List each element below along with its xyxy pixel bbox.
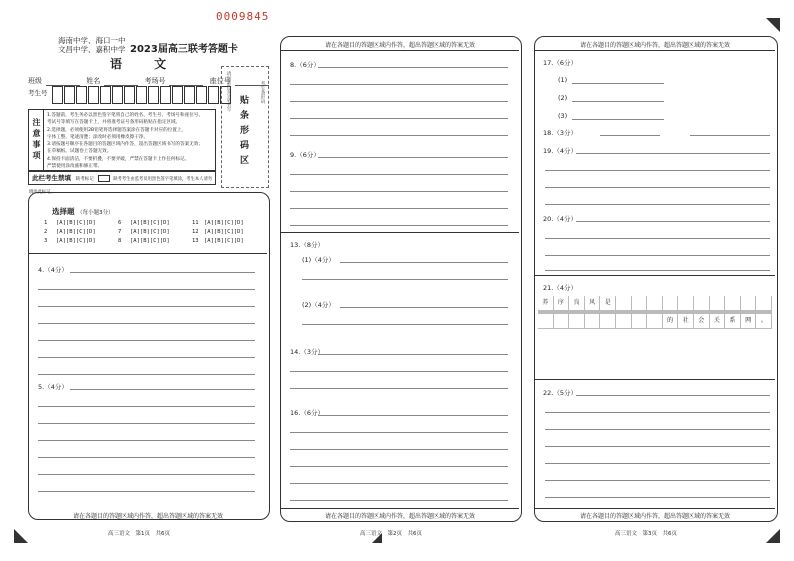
question-20-label: 20.（4分） — [543, 215, 577, 223]
answer-line[interactable] — [576, 221, 770, 222]
grid-cell[interactable]: 。 — [756, 314, 772, 329]
grid-cell[interactable] — [538, 314, 554, 329]
divider — [535, 50, 775, 51]
answer-line[interactable] — [290, 432, 508, 433]
answer-line[interactable] — [290, 371, 508, 372]
question-22-label: 22.（5分） — [543, 389, 577, 397]
answer-line[interactable] — [545, 446, 770, 447]
page2-footer: 高三语文 第2页 共6页 — [360, 531, 422, 537]
answer-line[interactable] — [70, 272, 255, 273]
answer-line[interactable] — [545, 497, 770, 498]
corner-mark-bottom-right — [766, 529, 780, 543]
page3-top-banner: 请在各题目的答题区域内作答，超出答题区域的答案无效 — [579, 42, 730, 49]
grid-cell[interactable] — [678, 296, 694, 311]
exam-number-digit-box[interactable] — [148, 86, 159, 104]
question-17-label: 17.（6分） — [543, 59, 577, 67]
grid-cell[interactable] — [710, 296, 726, 311]
answer-line[interactable] — [38, 440, 255, 441]
choice-options[interactable]: [A][B][C][D] — [130, 229, 170, 235]
name-field[interactable] — [104, 78, 138, 86]
answer-line[interactable] — [38, 306, 255, 307]
choice-options[interactable]: [A][B][C][D] — [204, 238, 244, 244]
answer-line[interactable] — [290, 208, 508, 209]
answer-line[interactable] — [290, 174, 508, 175]
notice-item: 严禁使用涂改液和修正带。 — [47, 164, 103, 170]
grid-cell[interactable] — [554, 314, 570, 329]
grid-cell[interactable]: 的 — [663, 314, 679, 329]
choice-number: 1 — [44, 220, 48, 226]
grid-cell[interactable] — [632, 314, 648, 329]
class-field[interactable] — [46, 78, 80, 86]
question-19-label: 19.（4分） — [543, 147, 577, 155]
page3-footer: 高三语文 第3页 共6页 — [615, 531, 677, 537]
notice-item: 2.选择题，必须使用2B铅笔将选择题答案涂在答题卡对应的位置上， — [47, 127, 187, 133]
divider — [281, 232, 519, 233]
answer-line[interactable] — [545, 170, 770, 171]
barcode-side-left: 请以黑色签字笔书写 — [226, 71, 231, 112]
serial-number: 0009845 — [216, 10, 270, 23]
divider — [281, 508, 519, 509]
answer-line[interactable] — [302, 324, 508, 325]
choice-number: 13 — [192, 238, 199, 244]
page3-answer-panel — [534, 36, 778, 522]
divider — [29, 253, 267, 254]
question-13-1-label: (1)（4分） — [302, 256, 335, 264]
grid-cell[interactable]: 关 — [710, 314, 726, 329]
answer-line[interactable] — [576, 153, 770, 154]
exam-number-digit-box[interactable] — [136, 86, 147, 104]
grid-cell[interactable] — [663, 296, 679, 311]
grid-cell[interactable]: 良 — [569, 296, 585, 311]
exam-number-label: 考生号 — [28, 89, 48, 97]
answer-line[interactable] — [545, 238, 770, 239]
school-line-2: 文昌中学、嘉积中学 — [58, 45, 126, 54]
answer-line[interactable] — [545, 187, 770, 188]
sheet-title: 2023届高三联考答题卡 — [130, 44, 238, 55]
choice-number: 8 — [118, 238, 122, 244]
answer-line[interactable] — [38, 374, 255, 375]
grid-cell[interactable] — [741, 296, 757, 311]
exam-number-digit-box[interactable] — [208, 86, 219, 104]
answer-line[interactable] — [302, 279, 508, 280]
grid-cell[interactable]: 风 — [585, 296, 601, 311]
grid-cell[interactable]: 社 — [678, 314, 694, 329]
question-5-label: 5.（4分） — [38, 383, 68, 391]
choice-number: 3 — [44, 238, 48, 244]
answer-line[interactable] — [290, 191, 508, 192]
exam-number-digit-box[interactable] — [112, 86, 123, 104]
question-9-label: 9.（6分） — [290, 151, 320, 159]
corner-mark-top-right — [766, 18, 780, 32]
choice-options[interactable]: [A][B][C][D] — [130, 238, 170, 244]
divider — [535, 275, 775, 276]
stamp-row — [28, 171, 216, 195]
answer-line[interactable] — [545, 204, 770, 205]
answer-line[interactable] — [318, 354, 508, 355]
question-21-label: 21.（4分） — [543, 284, 577, 292]
barcode-side-right: 考生条形码 — [260, 81, 265, 104]
grid-cell[interactable] — [694, 296, 710, 311]
page1-footer: 高三语文 第1页 共6页 — [108, 531, 170, 537]
absent-mark-box[interactable] — [98, 175, 110, 182]
question-17-part-3: (3) — [558, 112, 568, 120]
grid-cell[interactable] — [585, 314, 601, 329]
divider — [281, 50, 519, 51]
grid-cell[interactable] — [600, 314, 616, 329]
notice-text — [47, 112, 212, 170]
answer-line[interactable] — [318, 157, 508, 158]
stamp-row-label: 此栏考生禁填 — [32, 174, 71, 182]
question-18-label: 18.（3分） — [543, 129, 577, 137]
choice-options[interactable]: [A][B][C][D] — [56, 220, 96, 226]
choice-options[interactable]: [A][B][C][D] — [204, 229, 244, 235]
answer-line[interactable] — [290, 388, 508, 389]
page2-bottom-banner: 请在各题目的答题区域内作答，超出答题区域的答案无效 — [324, 513, 475, 520]
choice-number: 7 — [118, 229, 122, 235]
notice-item: 4.保持卡面清洁，不要折叠，不要弄破，严禁在答题卡上作任何标记。 — [47, 156, 190, 162]
grid-cell[interactable]: 会 — [694, 314, 710, 329]
answer-line[interactable] — [545, 412, 770, 413]
choice-options[interactable]: [A][B][C][D] — [56, 229, 96, 235]
answer-line[interactable] — [545, 429, 770, 430]
exam-number-digit-box[interactable] — [124, 86, 135, 104]
seat-label: 座位号 — [209, 77, 231, 85]
question-17-part-1: (1) — [558, 76, 568, 84]
exam-number-digit-box[interactable] — [88, 86, 99, 104]
question-16-label: 16.（6分） — [290, 409, 324, 417]
answer-line[interactable] — [572, 101, 664, 102]
grid-cell[interactable] — [647, 314, 663, 329]
answer-line[interactable] — [38, 357, 255, 358]
choice-number: 2 — [44, 229, 48, 235]
divider — [535, 379, 775, 380]
answer-line[interactable] — [290, 466, 508, 467]
answer-line[interactable] — [290, 84, 508, 85]
question-14-label: 14.（3分） — [290, 348, 324, 356]
grid-cell[interactable] — [569, 314, 585, 329]
exam-number-digit-box[interactable] — [76, 86, 87, 104]
barcode-area — [221, 66, 269, 188]
exam-number-digit-box[interactable] — [52, 86, 63, 104]
choice-section-title — [52, 206, 114, 217]
exam-number-digit-box[interactable] — [64, 86, 75, 104]
barcode-main-label: 贴条形码区 — [238, 95, 248, 170]
answer-line[interactable] — [545, 463, 770, 464]
grid-cell[interactable]: 系 — [725, 314, 741, 329]
answer-line[interactable] — [38, 340, 255, 341]
notice-item: 考试号等填写在答题卡上，并将准考证号条形码粘贴在指定区域。 — [47, 120, 181, 126]
grid-cell[interactable] — [647, 296, 663, 311]
answer-line[interactable] — [290, 483, 508, 484]
answer-line[interactable] — [545, 480, 770, 481]
grid-cell[interactable] — [725, 296, 741, 311]
exam-number-digit-box[interactable] — [196, 86, 207, 104]
choice-options[interactable]: [A][B][C][D] — [204, 220, 244, 226]
school-line-1: 海南中学、海口一中 — [58, 36, 126, 45]
stamp-row-text: 缺考考生由监考员用黑色签字笔填涂，考生本人请勿填涂此标记。 — [29, 177, 213, 195]
answer-line[interactable] — [290, 449, 508, 450]
absent-mark-label: 缺考标记 — [75, 177, 94, 182]
name-label: 姓名 — [86, 77, 101, 85]
notice-item: 在草稿纸、试题卷上答题无效。 — [47, 149, 112, 155]
answer-line[interactable] — [576, 395, 770, 396]
question-8-label: 8.（6分） — [290, 61, 320, 69]
exam-number-digit-box[interactable] — [100, 86, 111, 104]
grid-cell[interactable]: 是 — [600, 296, 616, 311]
question-13-2-label: (2)（4分） — [302, 301, 335, 309]
answer-line[interactable] — [318, 415, 508, 416]
answer-line[interactable] — [38, 457, 255, 458]
answer-line[interactable] — [600, 135, 660, 136]
grid-cell[interactable]: 网 — [741, 314, 757, 329]
question-4-label: 4.（4分） — [38, 266, 68, 274]
answer-line[interactable] — [38, 423, 255, 424]
choice-number: 11 — [192, 220, 199, 226]
grid-cell[interactable] — [632, 296, 648, 311]
choice-title: 选择题 — [52, 207, 75, 216]
answer-line[interactable] — [38, 474, 255, 475]
choice-options[interactable]: [A][B][C][D] — [56, 238, 96, 244]
answer-line[interactable] — [545, 255, 770, 256]
page2-top-banner: 请在各题目的答题区域内作答，超出答题区域的答案无效 — [324, 42, 475, 49]
exam-number-digit-box[interactable] — [160, 86, 171, 104]
divider — [535, 508, 775, 509]
answer-line[interactable] — [572, 119, 664, 120]
notice-item: 3.请按题号顺序在各题目的答题区域内作答，超出答题区域书写的答案无效； — [47, 142, 203, 148]
answer-line[interactable] — [38, 289, 255, 290]
exam-number-digit-box[interactable] — [172, 86, 183, 104]
answer-line[interactable] — [70, 389, 255, 390]
choice-number: 6 — [118, 220, 122, 226]
answer-line[interactable] — [318, 67, 508, 68]
exam-room-label: 考场号 — [144, 77, 166, 85]
notice-item: 字体工整、笔迹清楚；涂改时必须用橡皮擦干净。 — [47, 134, 149, 140]
answer-line[interactable] — [38, 491, 255, 492]
corner-mark-bottom-left — [14, 529, 28, 543]
page3-bottom-banner: 请在各题目的答题区域内作答，超出答题区域的答案无效 — [579, 513, 730, 520]
exam-number-boxes[interactable] — [52, 86, 232, 104]
choice-number: 12 — [192, 229, 199, 235]
answer-line[interactable] — [290, 225, 508, 226]
choice-options[interactable]: [A][B][C][D] — [130, 220, 170, 226]
question-17-part-2: (2) — [558, 94, 568, 102]
exam-room-field[interactable] — [169, 78, 203, 86]
grid-cell[interactable] — [756, 296, 772, 311]
answer-line[interactable] — [690, 135, 770, 136]
answer-line[interactable] — [340, 262, 508, 263]
answer-line[interactable] — [572, 83, 664, 84]
answer-line[interactable] — [290, 500, 508, 501]
writing-grid[interactable] — [538, 296, 772, 329]
notice-item: 1.答题前，考生务必以黑色签字笔将自己的姓名、考生号、考场号和座位号、 — [47, 113, 203, 118]
page1-bottom-banner: 请在各题目的答题区域内作答，超出答题区域的答案无效 — [72, 513, 223, 520]
school-names — [58, 36, 128, 54]
notice-box — [28, 109, 216, 171]
grid-cell[interactable] — [616, 296, 632, 311]
answer-line[interactable] — [545, 270, 770, 271]
answer-line[interactable] — [38, 406, 255, 407]
notice-heading: 注意事项 — [29, 110, 44, 170]
exam-number-digit-box[interactable] — [184, 86, 195, 104]
question-13-label: 13.（8分） — [290, 241, 324, 249]
answer-line[interactable] — [38, 323, 255, 324]
grid-cell[interactable]: 养 — [538, 296, 554, 311]
choice-note: （每小题3分） — [77, 210, 114, 216]
grid-cell[interactable]: 序 — [554, 296, 570, 311]
answer-line[interactable] — [290, 101, 508, 102]
grid-cell[interactable] — [616, 314, 632, 329]
subject-title: 语 文 — [110, 57, 181, 71]
class-label: 班级 — [28, 77, 42, 85]
answer-line[interactable] — [290, 118, 508, 119]
answer-line[interactable] — [340, 307, 508, 308]
answer-line[interactable] — [290, 135, 508, 136]
